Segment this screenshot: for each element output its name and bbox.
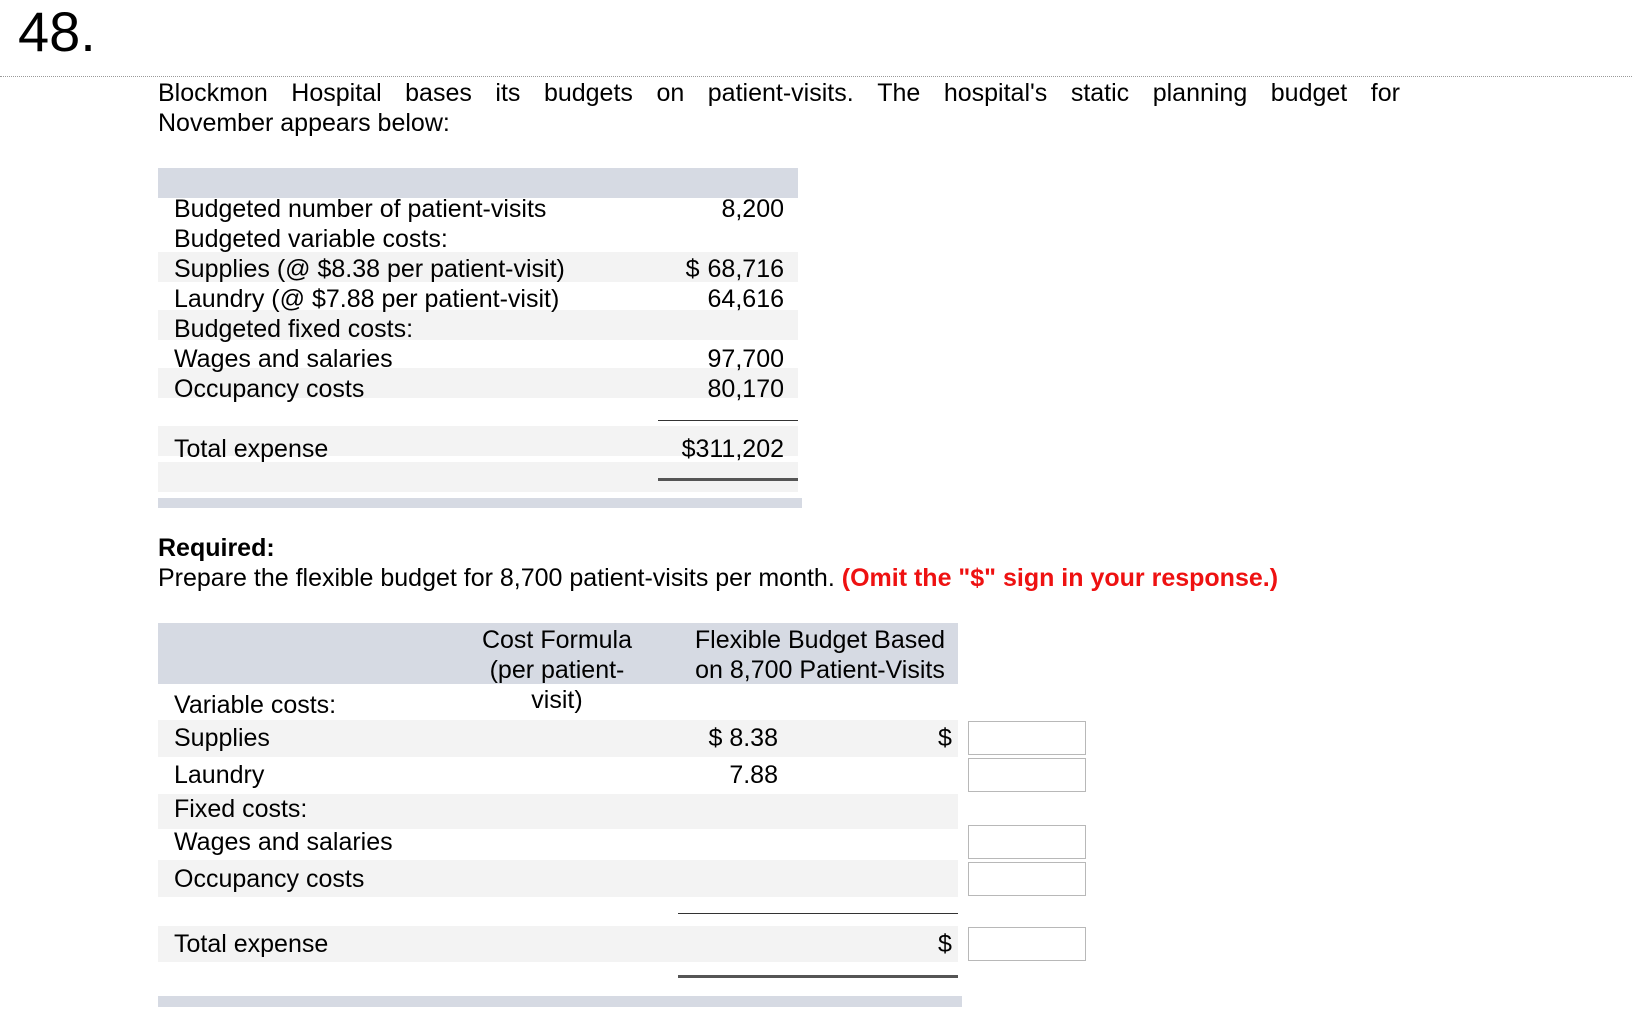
intro-word: hospital's (943, 79, 1048, 107)
total-expense-input[interactable] (968, 927, 1086, 961)
header-line: Flexible Budget Based (694, 626, 946, 654)
row-value (708, 284, 784, 314)
problem-statement-line-2: November appears below: (158, 109, 450, 137)
intro-word: Blockmon (158, 79, 268, 107)
value-text: 80,170 (707, 375, 784, 403)
omit-dollar-note: (Omit the "$" sign in your response.) (841, 564, 1279, 592)
total-value (682, 434, 784, 464)
laundry-label: Laundry (174, 761, 265, 789)
intro-word: The (877, 79, 921, 107)
subtotal-underline (658, 420, 798, 421)
intro-word: patient-visits. (707, 79, 854, 107)
required-instruction: Prepare the flexible budget for 8,700 patient-visits per month. (158, 564, 835, 592)
total-double-underline (678, 975, 958, 978)
flexible-budget-header (684, 625, 956, 685)
row-value (708, 344, 784, 374)
row-value (686, 254, 784, 284)
row-label: Occupancy costs (174, 375, 365, 403)
dotted-divider (0, 76, 1632, 77)
intro-word: bases (405, 79, 472, 107)
row-label: Budgeted number of patient-visits (174, 195, 547, 223)
header-line: Cost Formula (481, 626, 633, 654)
table-footer-band (158, 996, 962, 1007)
row-label: Laundry (@ $7.88 per patient-visit) (174, 285, 560, 313)
value-text: 311,202 (695, 435, 784, 463)
wages-and-salaries-label: Wages and salaries (174, 828, 393, 856)
laundry-cost-formula: 7.88 (729, 761, 778, 789)
table-row (174, 284, 784, 314)
problem-statement (158, 78, 1400, 138)
supplies-dollar-sign: $ (938, 724, 952, 752)
total-expense-label: Total expense (174, 930, 329, 958)
intro-word: for (1370, 79, 1400, 107)
table-row (174, 194, 784, 224)
problem-statement-line-1 (158, 78, 1400, 108)
row-label: Budgeted fixed costs: (174, 315, 414, 343)
table-row (174, 374, 784, 404)
row-label: Budgeted variable costs: (174, 225, 448, 253)
supplies-flexible-budget-input[interactable] (968, 721, 1086, 755)
intro-word: Hospital (291, 79, 382, 107)
total-label: Total expense (174, 435, 329, 463)
occupancy-costs-label: Occupancy costs (174, 865, 365, 893)
fixed-costs-label: Fixed costs: (174, 795, 308, 823)
cost-formula-header (478, 625, 636, 715)
intro-word: on (656, 79, 685, 107)
value-text: 97,700 (707, 345, 784, 373)
table-footer-band (158, 498, 802, 508)
subtotal-underline (678, 913, 958, 914)
flexible-budget-table (158, 623, 958, 1007)
wages-and-salaries-input[interactable] (968, 825, 1086, 859)
table-row (174, 254, 784, 284)
header-line: (per patient-visit) (489, 656, 625, 714)
required-instruction-line (158, 563, 1278, 593)
intro-word: static (1070, 79, 1130, 107)
static-budget-table (158, 168, 798, 508)
value-text: 68,716 (707, 255, 784, 283)
total-dollar-sign: $ (938, 930, 952, 958)
total-row (174, 434, 784, 464)
row-label: Wages and salaries (174, 345, 393, 373)
row-value (708, 374, 784, 404)
supplies-label: Supplies (174, 724, 270, 752)
supplies-cost-formula: $ 8.38 (708, 724, 778, 752)
required-section (158, 533, 1278, 593)
total-double-underline (658, 478, 798, 481)
table-row (174, 344, 784, 374)
intro-word: budget (1270, 79, 1348, 107)
intro-word: its (495, 79, 521, 107)
currency-symbol: $ (685, 255, 700, 283)
intro-word: planning (1152, 79, 1248, 107)
table-row (174, 314, 784, 344)
row-label: Supplies (@ $8.38 per patient-visit) (174, 255, 565, 283)
value-text: 64,616 (707, 285, 784, 313)
row-band (158, 720, 958, 757)
row-band (158, 462, 798, 492)
intro-word: budgets (543, 79, 633, 107)
currency-symbol: $ (681, 435, 696, 463)
occupancy-costs-input[interactable] (968, 862, 1086, 896)
required-heading: Required: (158, 534, 275, 562)
question-number: 48. (18, 0, 96, 63)
variable-costs-label: Variable costs: (174, 691, 337, 719)
header-line: on 8,700 Patient-Visits (695, 656, 945, 684)
table-row (174, 224, 784, 254)
row-value (721, 194, 784, 224)
value-text: 8,200 (721, 195, 784, 223)
laundry-flexible-budget-input[interactable] (968, 758, 1086, 792)
